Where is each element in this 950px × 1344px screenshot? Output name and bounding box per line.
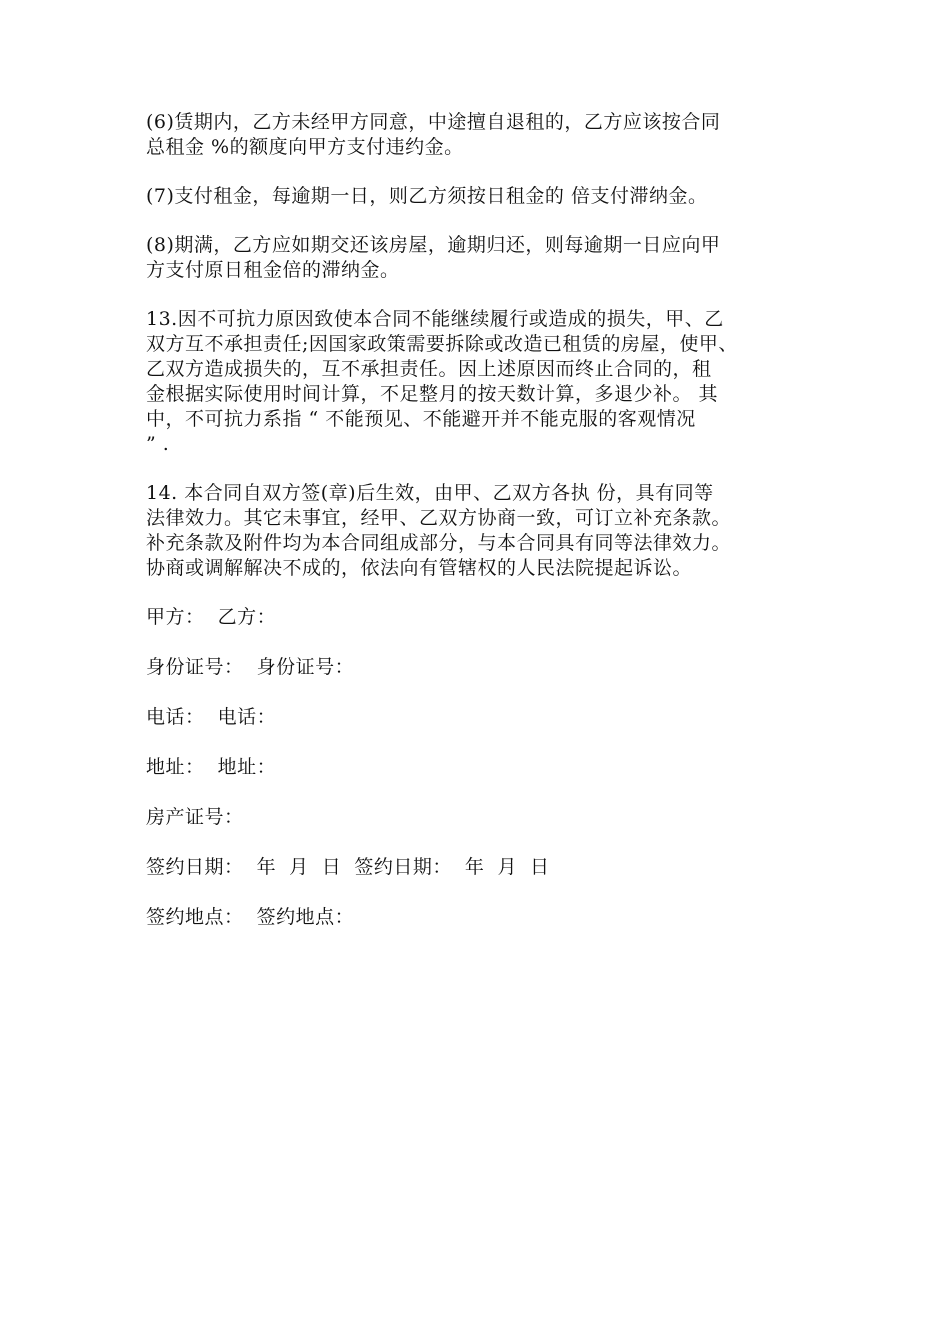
clause-13-line-3: 乙双方造成损失的，互不承担责任。因上述原因而终止合同的，租 xyxy=(146,358,712,380)
signature-sign-dates: 签约日期： 年 月 日 签约日期： 年 月 日 xyxy=(146,856,550,878)
contract-page xyxy=(146,110,826,930)
clause-6-line-2: 总租金 %的额度向甲方支付违约金。 xyxy=(146,136,464,158)
clause-14-line-4: 协商或调解解决不成的，依法向有管辖权的人民法院提起诉讼。 xyxy=(146,557,693,579)
clause-8-line-2: 方支付原日租金倍的滞纳金。 xyxy=(146,259,400,281)
clause-13-line-2: 双方互不承担责任;因国家政策需要拆除或改造已租赁的房屋，使甲、 xyxy=(146,333,738,355)
clause-14-line-1: 14. 本合同自双方签(章)后生效，由甲、乙双方各执 份，具有同等 xyxy=(146,482,714,504)
signature-phones: 电话： 电话： xyxy=(146,706,277,728)
signature-property-cert: 房产证号： xyxy=(146,806,244,828)
clause-13-line-1: 13.因不可抗力原因致使本合同不能继续履行或造成的损失，甲、乙 xyxy=(146,308,724,330)
signature-parties: 甲方： 乙方： xyxy=(146,606,277,628)
signature-sign-places: 签约地点： 签约地点： xyxy=(146,906,355,928)
clause-14-line-3: 补充条款及附件均为本合同组成部分，与本合同具有同等法律效力。 xyxy=(146,532,732,554)
clause-13-line-5: 中，不可抗力系指 “ 不能预见、不能避开并不能克服的客观情况 xyxy=(146,408,696,430)
clause-14 xyxy=(146,481,826,581)
clause-6-line-1: (6)赁期内，乙方未经甲方同意，中途擅自退租的，乙方应该按合同 xyxy=(146,111,721,133)
clause-7-line-1: (7)支付租金，每逾期一日，则乙方须按日租金的 倍支付滞纳金。 xyxy=(146,185,708,207)
signature-id-numbers: 身份证号： 身份证号： xyxy=(146,656,355,678)
clause-14-line-2: 法律效力。其它未事宜，经甲、乙双方协商一致，可订立补充条款。 xyxy=(146,507,732,529)
clause-13 xyxy=(146,307,826,457)
clause-6 xyxy=(146,110,826,160)
clause-8-line-1: (8)期满，乙方应如期交还该房屋，逾期归还，则每逾期一日应向甲 xyxy=(146,234,721,256)
clause-13-line-6: ” . xyxy=(146,433,170,455)
clause-7 xyxy=(146,184,826,209)
clause-8 xyxy=(146,233,826,283)
clause-13-line-4: 金根据实际使用时间计算，不足整月的按天数计算，多退少补。 其 xyxy=(146,383,719,405)
signature-addresses: 地址： 地址： xyxy=(146,756,277,778)
